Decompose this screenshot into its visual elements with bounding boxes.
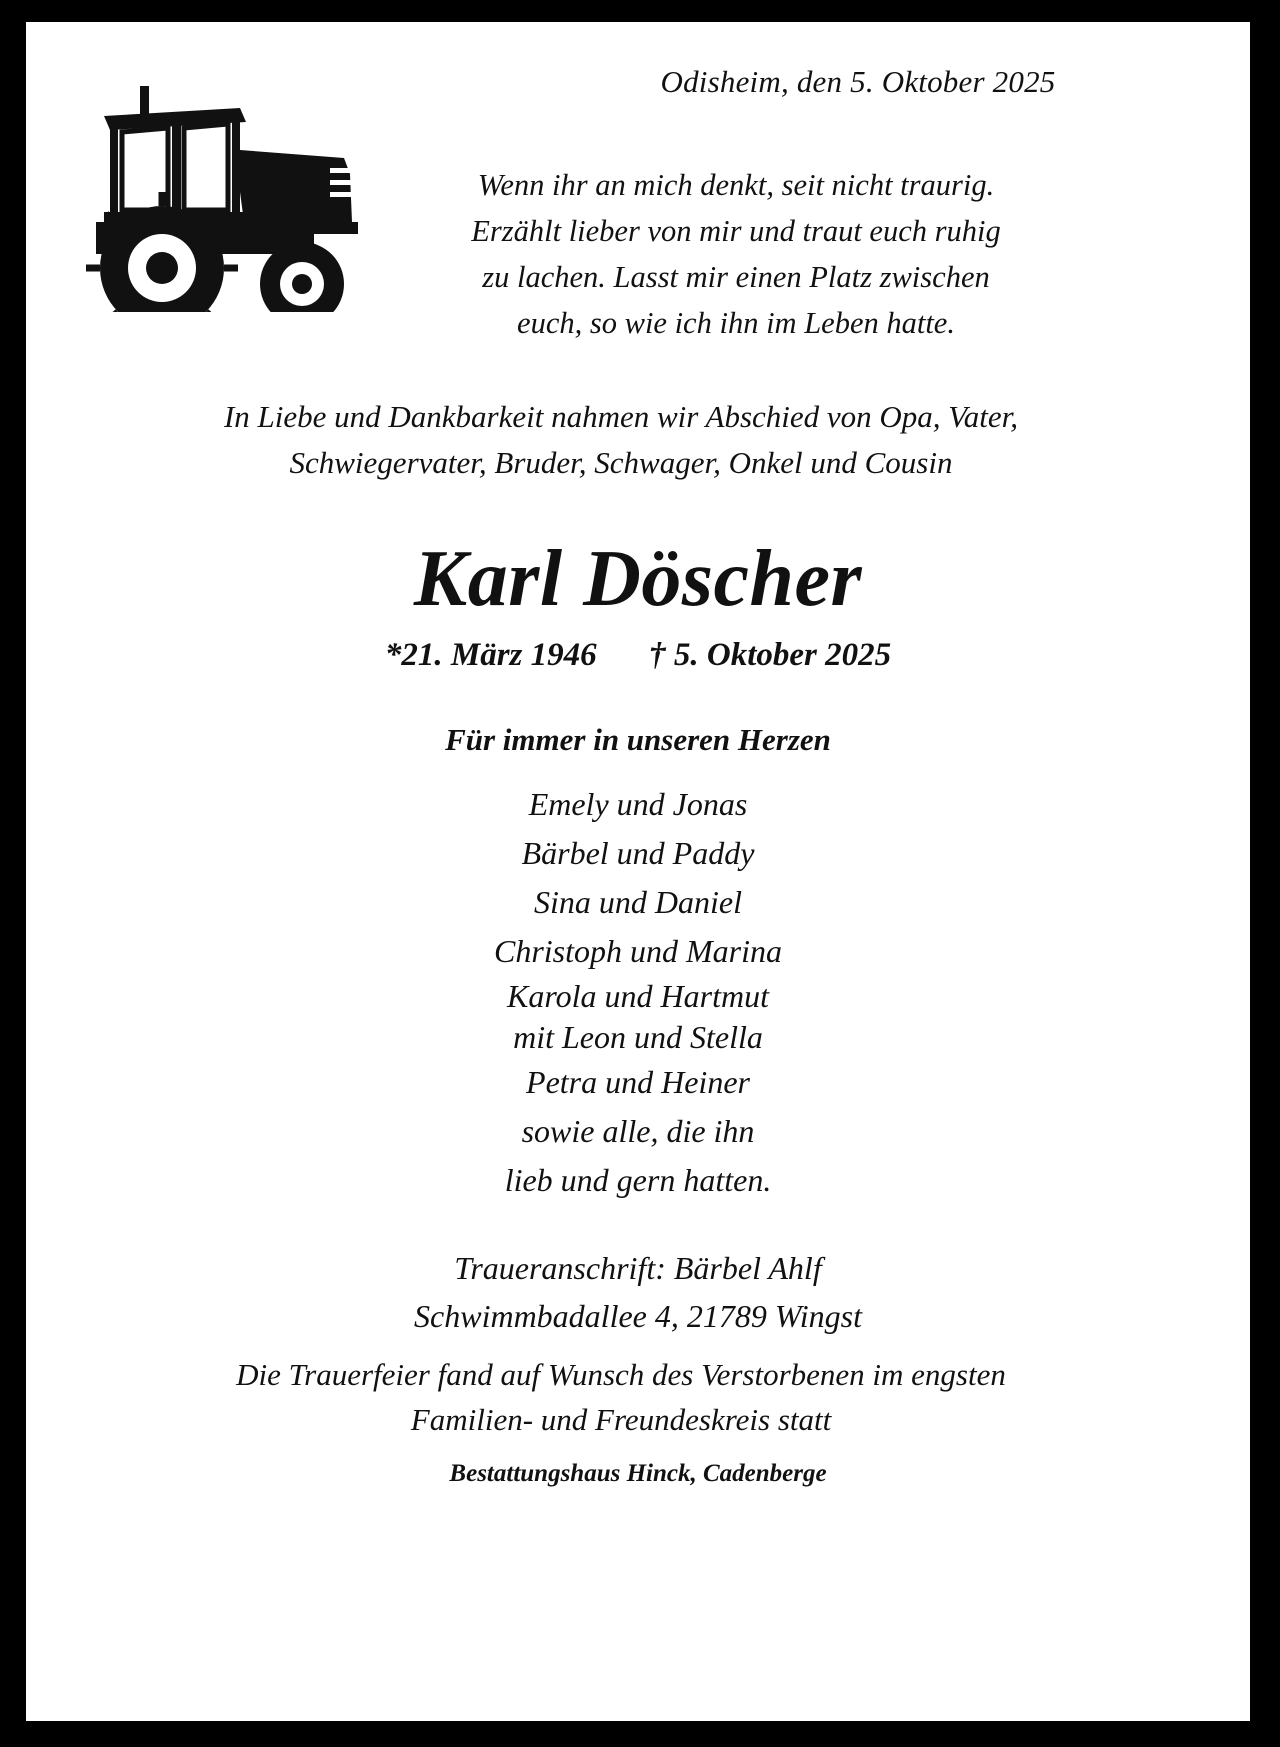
mourning-address-line: Schwimmbadallee 4, 21789 Wingst [414,1298,862,1334]
funeral-home-credit: Bestattungshaus Hinck, Cadenberge [449,1460,827,1487]
verse-line: euch, so wie ich ihn im Leben hatte. [517,306,955,340]
survivor-line: Sina und Daniel [534,884,742,920]
service-note-line: Familien- und Freundeskreis statt [410,1402,832,1437]
tractor-illustration-icon [44,72,384,312]
survivor-line: Karola und Hartmut [507,978,769,1014]
in-our-hearts-line: Für immer in unseren Herzen [445,722,831,757]
verse-line: zu lachen. Lasst mir einen Platz zwischen [482,260,990,294]
life-dates [26,637,1250,674]
intro-line: Schwiegervater, Bruder, Schwager, Onkel und Cousin [289,445,953,480]
death-date: † 5. Oktober 2025 [649,637,892,673]
survivor-line: Christoph und Marina [493,933,783,969]
survivor-line: mit Leon und Stella [513,1019,763,1055]
verse-line: Wenn ihr an mich denkt, seit nicht traurig. [477,168,995,202]
intro-line: In Liebe und Dankbarkeit nahmen wir Abschied von Opa, Vater, [223,399,1019,434]
memorial-verse [381,162,1091,346]
mourning-address-line: Traueranschrift: Bärbel Ahlf [454,1250,822,1286]
dateline: Odisheim, den 5. Oktober 2025 [660,64,1056,99]
survivor-line: Bärbel und Paddy [521,835,755,871]
birth-date: *21. März 1946 [384,637,597,673]
survivor-line: Emely und Jonas [528,786,748,822]
survivor-line: lieb und gern hatten. [504,1162,772,1198]
deceased-name: Karl Döscher [413,535,863,623]
service-note-line: Die Trauerfeier fand auf Wunsch des Verstorbenen im engsten [236,1357,1006,1392]
obituary-notice [26,22,1250,1721]
survivor-line: sowie alle, die ihn [521,1113,755,1149]
verse-line: Erzählt lieber von mir und traut euch ruhig [471,214,1001,248]
mourning-address [26,1244,1250,1340]
survivors-list [26,780,1250,1205]
farewell-intro [66,394,1176,486]
funeral-service-note [66,1352,1176,1442]
survivor-line: Petra und Heiner [526,1064,750,1100]
